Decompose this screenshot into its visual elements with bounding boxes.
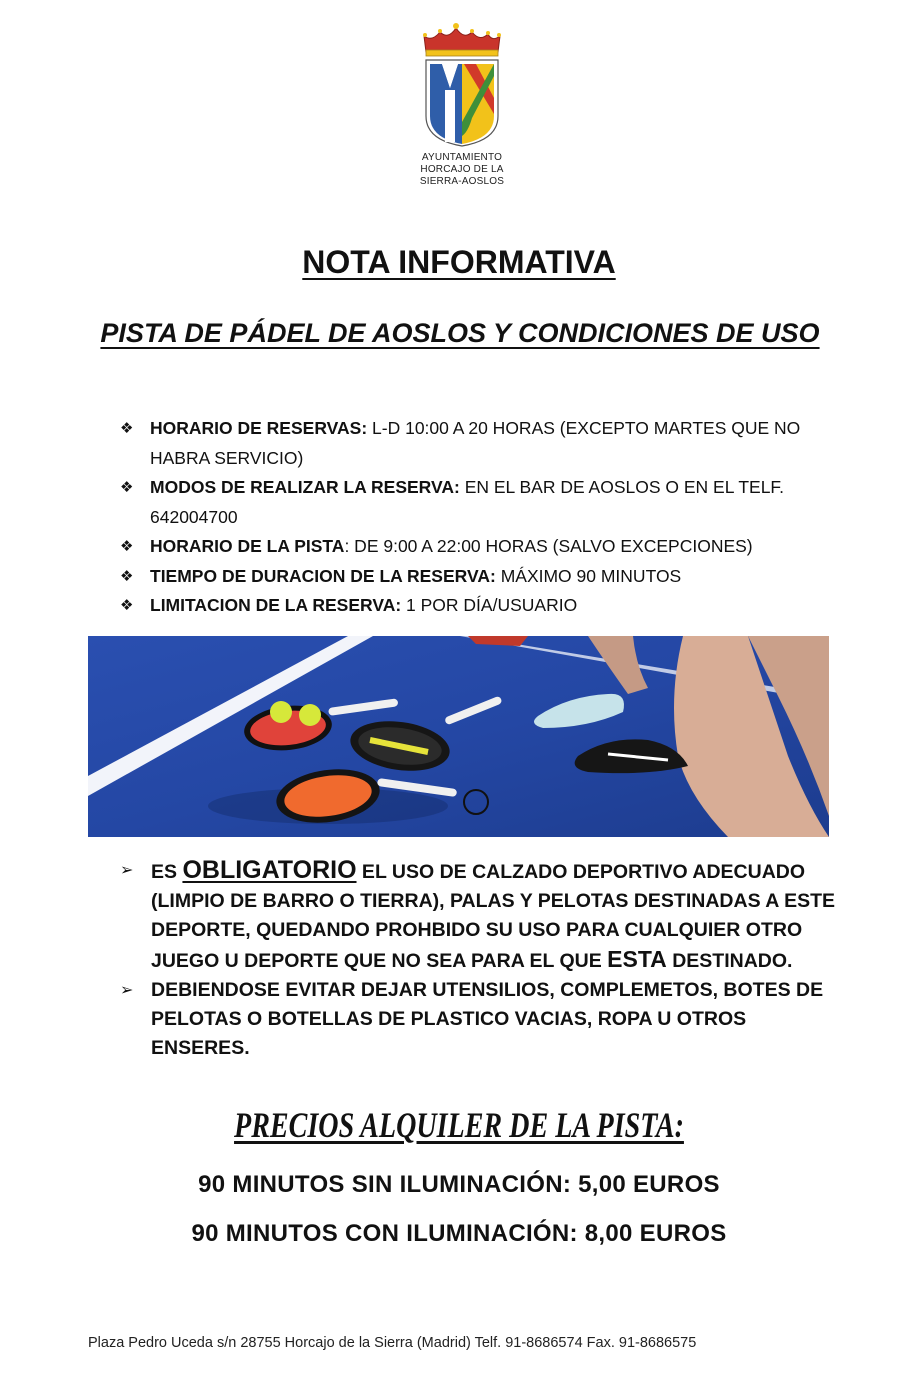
notice-emphasis: OBLIGATORIO	[182, 856, 357, 884]
notice-text: DEBIENDOSE EVITAR DEJAR UTENSILIOS, COMPLEMETOS, BOTES DE PELOTAS O BOTELLAS DE PLASTICO VACIAS, ROPA U OTROS ENSERES.	[151, 979, 824, 1059]
notice-text-start: ES	[151, 861, 183, 883]
usage-notice-list	[120, 856, 840, 1063]
arrow-bullet-icon: ➢	[120, 862, 134, 879]
list-item	[120, 414, 840, 473]
page-subtitle-text: PISTA DE PÁDEL DE AOSLOS Y CONDICIONES DE USO	[100, 318, 820, 348]
arrow-bullet-icon: ➢	[120, 982, 134, 999]
list-item	[120, 976, 840, 1063]
diamond-bullet-icon: ❖	[120, 567, 134, 585]
price-with-lighting: 90 MINUTOS CON ILUMINACIÓN: 8,00 EUROS	[191, 1220, 727, 1247]
diamond-bullet-icon: ❖	[120, 479, 134, 496]
prices-heading-text: PRECIOS ALQUILER DE LA PISTA:	[234, 1105, 684, 1145]
diamond-bullet-icon: ❖	[120, 597, 134, 614]
logo-line-1: AYUNTAMIENTO	[421, 152, 503, 163]
logo-line-2: HORCAJO DE LA	[420, 164, 504, 175]
list-item	[120, 562, 840, 592]
diamond-bullet-icon: ❖	[120, 420, 134, 437]
municipal-coat-of-arms	[412, 18, 512, 193]
page-title	[0, 244, 900, 281]
rule-label: LIMITACION DE LA RESERVA:	[150, 595, 402, 615]
price-without-lighting: 90 MINUTOS SIN ILUMINACIÓN: 5,00 EUROS	[198, 1171, 720, 1198]
notice-emphasis-2: ESTA	[607, 946, 667, 972]
rule-text: MÁXIMO 90 MINUTOS	[495, 565, 682, 586]
rule-text: 1 POR DÍA/USUARIO	[401, 595, 578, 615]
list-item	[120, 591, 840, 621]
padel-rackets-illustration	[88, 636, 829, 837]
rule-text: L-D 10:00 A 20 HORAS (EXCEPTO MARTES QUE NO HABRA SERVICIO)	[150, 418, 801, 468]
rule-label: MODOS DE REALIZAR LA RESERVA:	[150, 477, 460, 497]
rule-text: : DE 9:00 A 22:00 HORAS (SALVO EXCEPCIONES)	[344, 536, 753, 556]
notice-text-end: DESTINADO.	[666, 950, 793, 972]
footer-address: Plaza Pedro Uceda s/n 28755 Horcajo de la Sierra (Madrid) Telf. 91-8686574 Fax. 91-8686575	[88, 1335, 697, 1351]
rule-label: HORARIO DE RESERVAS:	[150, 418, 368, 438]
prices-heading	[101, 1104, 817, 1146]
rule-label: TIEMPO DE DURACION DE LA RESERVA:	[150, 565, 496, 586]
municipality-name	[412, 152, 512, 188]
page-title-text: NOTA INFORMATIVA	[302, 244, 616, 280]
list-item	[120, 856, 840, 976]
page-subtitle	[80, 310, 840, 356]
list-item	[120, 473, 840, 532]
notice-text-middle: EL USO DE CALZADO DEPORTIVO ADECUADO (LIMPIO DE BARRO O TIERRA), PALAS Y PELOTAS DESTINADAS A ESTE DEPORTE, QUEDANDO PROHBIDO SU USO PARA CUALQUIER OTRO JUEGO U DEPORTE QUE NO SEA PARA EL QUE	[151, 861, 835, 972]
list-item	[120, 532, 840, 562]
coat-of-arms-icon	[412, 18, 512, 150]
conditions-list	[120, 414, 840, 621]
rule-text: EN EL BAR DE AOSLOS O EN EL TELF. 642004700	[150, 477, 785, 527]
padel-court-photo	[88, 636, 829, 837]
rule-label: HORARIO DE LA PISTA	[150, 536, 345, 556]
logo-line-3: SIERRA-AOSLOS	[419, 176, 505, 187]
diamond-bullet-icon: ❖	[120, 538, 134, 555]
